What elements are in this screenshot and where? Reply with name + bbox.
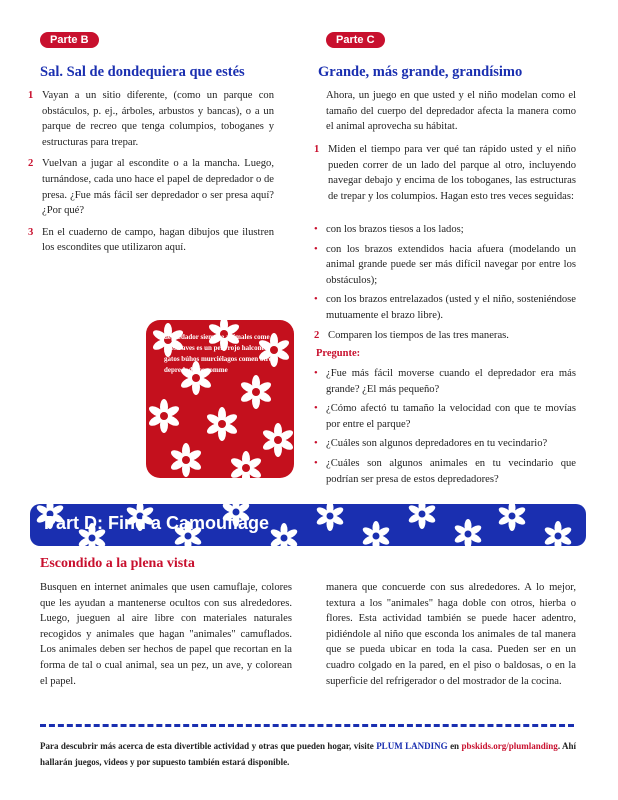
step-text: Comparen los tiempos de las tres maneras.	[328, 330, 509, 341]
part-b-badge: Parte B	[40, 32, 99, 48]
footer-text-3: . Ahí hallarán juegos, videos y por supuesto también estará disponible.	[40, 741, 577, 767]
part-b-title: Sal. Sal de dondequiera que estés	[40, 64, 245, 80]
part-c-intro: Ahora, un juego en que usted y el niño modelan como el tamaño del cuerpo del depredador afecta la manera como el animal aprovecha su hábitat.	[326, 90, 576, 133]
photo-words: depredador siempre animales come presa aves es un pelirrojo halcones gatos búhos murciélagos comen otros depredadores comme	[164, 333, 275, 374]
questions-label: Pregunte:	[316, 348, 361, 359]
part-d-banner	[30, 504, 586, 546]
list-item	[28, 225, 274, 256]
part-d-col1: Busquen en internet animales que usen camuflaje, colores que les ayudan a mantenerse ocultos con sus alrededores. Luego, jueguen al aire libre con materiales naturales recogidos y animales que hagan "animales" camuflados. Los animales deben ser hechos de papel que recortan en la forma de tal o cual animal, sea un pez, un ave, y colorean el papel.	[40, 582, 292, 687]
list-item	[28, 156, 274, 218]
step-text: Vayan a un sitio diferente, (como un parque con obstáculos, p. ej., árboles, arbustos y bancas), o a un parque de recreo que tenga columpios, toboganes y estructuras para trepar.	[42, 90, 274, 148]
step-text: Vuelvan a jugar al escondite o a la mancha. Luego, turnándose, cada uno hace el papel de depredador o de presa. ¿Fue más fácil ser depredador o ser presa aquí? ¿Por qué?	[42, 158, 274, 217]
footer-divider	[40, 724, 574, 727]
part-c-badge: Parte C	[326, 32, 385, 48]
footer-link[interactable]: pbskids.org/plumlanding	[461, 741, 558, 751]
list-item: • ¿Fue más fácil moverse cuando el depredador era más grande? ¿El más pequeño?	[314, 366, 576, 397]
part-b-steps	[28, 88, 274, 262]
footer-highlight: PLUM LANDING	[376, 741, 448, 751]
part-c-step-1	[314, 142, 576, 204]
step-number: 2	[314, 330, 320, 341]
part-d-col2: manera que concuerde con sus alrededores. A lo mejor, textura a los "animales" haga doble con otros, hierba o flores. Esta actividad también se puede hacer adentro, pidiéndole al niño que esconda los animales de tal manera que se pueda ubicar en toda la casa. Pueden ser en un cuadro colgado en la pared, en el piso o baldosas, o en la superficie del refrigerador o del mostrador de la cocina.	[326, 582, 576, 687]
footer-text-2: en	[450, 741, 460, 751]
footer-text-1: Para descubrir más acerca de esta divertible actividad y otras que pueden hogar, visite	[40, 741, 374, 751]
list-item: • ¿Cuáles son algunos animales en tu vecindario que podrían ser presa de estos depredadores?	[314, 456, 576, 487]
list-item: • con los brazos entrelazados (usted y el niño, sosteniéndose mutuamente el brazo libre).	[314, 292, 576, 323]
list-item: • con los brazos extendidos hacia afuera (modelando un animal grande puede ser más difícil navegar por entre los obstáculos);	[314, 242, 576, 289]
step-number: 1	[314, 144, 320, 155]
list-item: • ¿Cuáles son algunos depredadores en tu vecindario?	[314, 436, 576, 452]
part-d-title: Escondido a la plena vista	[40, 556, 195, 571]
part-c-step-2	[314, 328, 576, 344]
banner-title: Part D: Find a Camouflage	[44, 513, 270, 533]
step-text: En el cuaderno de campo, hagan dibujos que ilustren los escondites que utilizaron aquí.	[42, 226, 274, 254]
list-item: • ¿Cómo afectó tu tamaño la velocidad con que te movías por entre el parque?	[314, 401, 576, 432]
step-number: 1	[28, 90, 34, 101]
step-text: Miden el tiempo para ver qué tan rápido usted y el niño pueden correr de un lado del parque al otro, incluyendo navegar debajo y encima de los toboganes, las estructuras de trepar y los columpios. Hagan esto tres veces seguidas:	[328, 144, 576, 202]
part-c-title: Grande, más grande, grandísimo	[318, 64, 523, 80]
flower-pattern-photo	[146, 320, 294, 478]
list-item	[28, 88, 274, 150]
part-c-bullets	[314, 222, 576, 328]
step-number: 2	[28, 158, 34, 170]
part-c-questions	[314, 366, 576, 491]
step-number: 3	[28, 226, 34, 238]
footer	[40, 738, 576, 770]
list-item: • con los brazos tiesos a los lados;	[314, 222, 576, 238]
